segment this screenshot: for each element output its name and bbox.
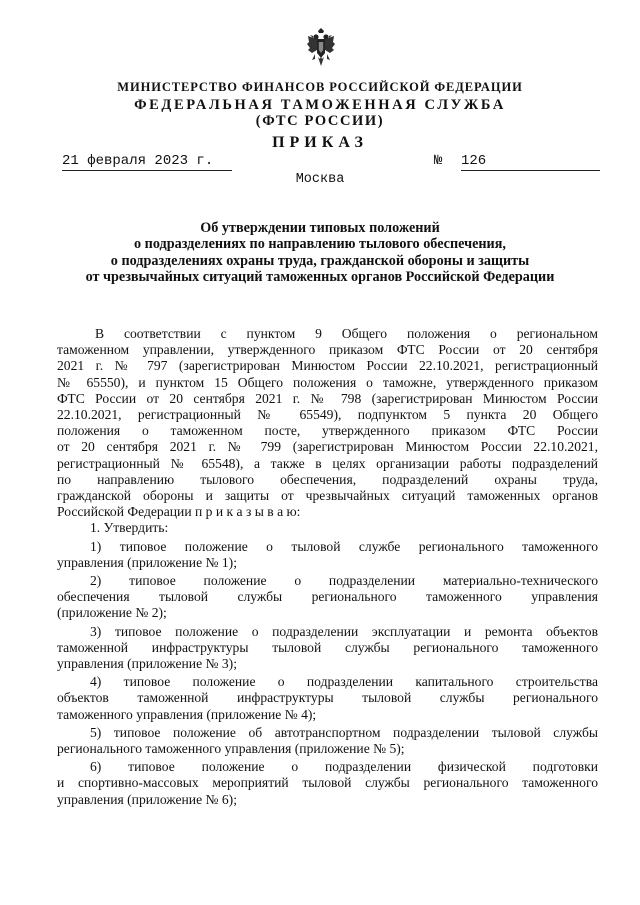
order-number: 126	[461, 153, 600, 171]
body-line: по направлению тылового обеспечения, подразделений охраны труда,	[57, 471, 598, 487]
body-line: № 65550), и пунктом 15 Общего положения о таможне, утвержденного приказом	[57, 374, 598, 390]
service-name: ФЕДЕРАЛЬНАЯ ТАМОЖЕННАЯ СЛУЖБА	[134, 97, 506, 113]
city: Москва	[295, 172, 345, 187]
order-date: 21 февраля 2023 г.	[62, 153, 232, 171]
sub-item-line: 2) типовое положение о подразделении материально-технического	[90, 573, 598, 589]
order-number-field	[434, 153, 600, 170]
sub-item-line: (приложение № 2);	[57, 605, 167, 621]
document-body	[57, 326, 598, 808]
number-sign: №	[434, 153, 443, 169]
body-line: от 20 сентября 2021 г. № 799 (зарегистрирован Минюстом России 22.10.2021,	[57, 439, 598, 455]
sub-item-line: 4) типовое положение о подразделении капитального строительства	[90, 674, 598, 690]
item-heading: 1. Утвердить:	[90, 520, 169, 536]
sub-item-line: 1) типовое положение о тыловой службе регионального таможенного	[90, 538, 598, 554]
sub-item-line: регионального таможенного управления (приложение № 5);	[57, 741, 405, 757]
title-line: от чрезвычайных ситуаций таможенных органов Российской Федерации	[85, 268, 555, 285]
sub-item-line: объектов таможенной инфраструктуры тыловой службы регионального	[57, 690, 598, 706]
body-line: гражданской обороны и защиты от чрезвычайных ситуаций таможенных органов	[57, 488, 598, 504]
service-abbreviation: (ФТС РОССИИ)	[255, 113, 385, 129]
ministry-name: МИНИСТЕРСТВО ФИНАНСОВ РОССИЙСКОЙ ФЕДЕРАЦИИ	[117, 80, 523, 94]
title-line: о подразделениях охраны труда, гражданской обороны и защиты	[110, 252, 530, 269]
sub-item-line: 6) типовое положение о подразделении физической подготовки	[90, 759, 598, 775]
body-line: таможенном управлении, утвержденного приказом ФТС России от 20 сентября	[57, 342, 598, 358]
sub-item-line: таможенной инфраструктуры тыловой службы регионального таможенного	[57, 639, 598, 655]
body-line: В соответствии с пунктом 9 Общего положения о региональном	[95, 326, 598, 341]
sub-item-line: 5) типовое положение об автотранспортном подразделении тыловой службы	[90, 724, 598, 740]
body-line: 22.10.2021, регистрационный № 65549), подпунктом 5 пункта 20 Общего	[57, 407, 598, 423]
document-type: ПРИКАЗ	[272, 134, 368, 151]
sub-item-line: управления (приложение № 3);	[57, 656, 237, 672]
sub-item-line: таможенного управления (приложение № 4);	[57, 706, 317, 722]
sub-item-line: обеспечения тыловой службы регионального таможенного управления	[57, 589, 598, 605]
sub-item-line: управления (приложение № 1);	[57, 554, 237, 570]
sub-item-line: 3) типовое положение о подразделении эксплуатации и ремонта объектов	[90, 623, 598, 639]
body-line: ФТС России от 20 сентября 2021 г. № 798 (зарегистрирован Минюстом России	[57, 390, 598, 406]
title-line: Об утверждении типовых положений	[200, 220, 440, 236]
body-line: регистрационный № 65548), а также в целях организации работы подразделений	[57, 455, 598, 471]
body-line: положения о таможенном посте, утвержденного приказом ФТС России	[57, 423, 598, 439]
body-line: 2021 г. № 797 (зарегистрирован Минюстом России 22.10.2021, регистрационный	[57, 358, 598, 374]
sub-item-line: управления (приложение № 6);	[57, 791, 237, 807]
double-headed-eagle-emblem-icon	[306, 28, 336, 72]
body-line: Российской Федерации п р и к а з ы в а ю:	[57, 504, 301, 520]
sub-item-line: и спортивно-массовых мероприятий тыловой службы регионального таможенного	[57, 775, 598, 791]
document-title	[40, 220, 600, 285]
title-line: о подразделениях по направлению тылового обеспечения,	[134, 236, 506, 253]
